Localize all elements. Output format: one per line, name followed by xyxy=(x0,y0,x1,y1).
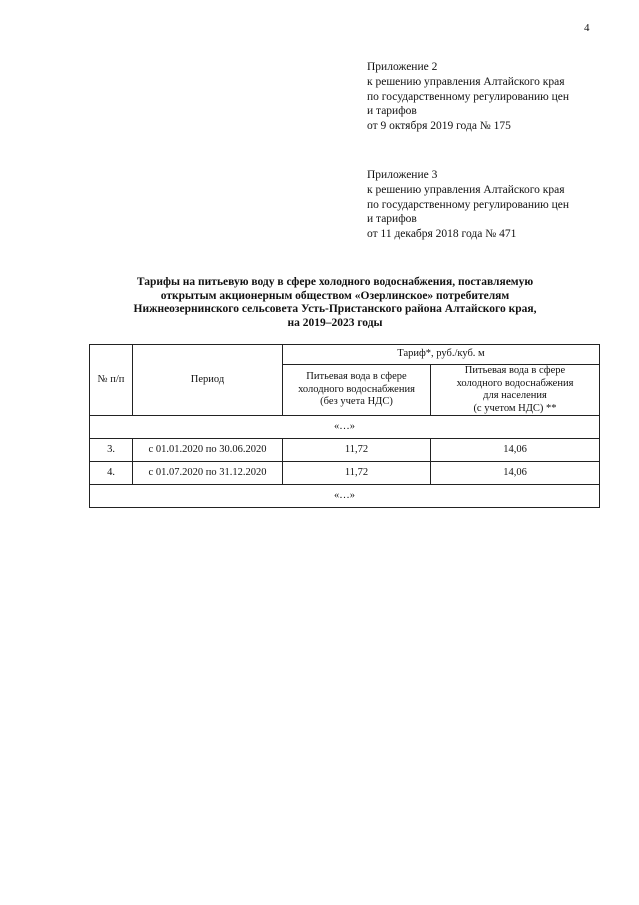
row-tariff-b: 14,06 xyxy=(431,439,600,462)
table-row xyxy=(90,439,600,462)
table-header-row xyxy=(90,345,600,365)
ellipsis-cell: «…» xyxy=(90,485,600,508)
tariff-table xyxy=(89,344,600,508)
row-tariff-a: 11,72 xyxy=(283,462,431,485)
table-row-ellipsis-bottom xyxy=(90,485,600,508)
table-row xyxy=(90,462,600,485)
row-tariff-a: 11,72 xyxy=(283,439,431,462)
header-col-a xyxy=(283,365,431,416)
header-period: Период xyxy=(133,345,283,416)
appendix-3-block xyxy=(367,168,627,242)
appendix-3-line: от 11 декабря 2018 года № 471 xyxy=(367,228,517,241)
appendix-3-line: и тарифов xyxy=(367,213,417,226)
appendix-2-line: и тарифов xyxy=(367,105,417,118)
ellipsis-cell: «…» xyxy=(90,416,600,439)
header-col-b-line: холодного водоснабжения xyxy=(456,377,574,389)
document-title xyxy=(70,276,600,330)
header-tariff-group: Тариф*, руб./куб. м xyxy=(283,345,600,365)
appendix-2-line: Приложение 2 xyxy=(367,61,438,73)
table-row-ellipsis-top xyxy=(90,416,600,439)
title-line: Нижнеозернинского сельсовета Усть-Пристанского района Алтайского края, xyxy=(133,303,537,315)
appendix-3-line: по государственному регулированию цен xyxy=(367,198,570,211)
title-line: Тарифы на питьевую воду в сфере холодного водоснабжения, поставляемую xyxy=(136,276,534,288)
appendix-3-line: к решению управления Алтайского края xyxy=(367,183,565,196)
appendix-2-block xyxy=(367,60,627,134)
page-number: 4 xyxy=(584,22,590,34)
row-tariff-b: 14,06 xyxy=(431,462,600,485)
header-col-a-line: (без учета НДС) xyxy=(320,396,393,408)
header-col-a-line: холодного водоснабжения xyxy=(298,383,415,395)
title-line: открытым акционерным обществом «Озерлинское» потребителям xyxy=(160,289,510,302)
header-col-b-line: (с учетом НДС) ** xyxy=(473,402,557,414)
header-col-b xyxy=(431,365,600,416)
appendix-2-line: от 9 октября 2019 года № 175 xyxy=(367,120,511,133)
header-col-b-line: для населения xyxy=(483,390,547,401)
row-period: с 01.07.2020 по 31.12.2020 xyxy=(133,462,283,485)
header-number: № п/п xyxy=(90,345,133,416)
row-number: 4. xyxy=(90,462,133,485)
row-period: с 01.01.2020 по 30.06.2020 xyxy=(133,439,283,462)
appendix-3-line: Приложение 3 xyxy=(367,169,438,181)
header-col-b-line: Питьевая вода в сфере xyxy=(464,365,566,376)
row-number: 3. xyxy=(90,439,133,462)
header-col-a-line: Питьевая вода в сфере xyxy=(306,371,407,383)
appendix-2-line: к решению управления Алтайского края xyxy=(367,75,565,88)
title-line: на 2019–2023 годы xyxy=(287,316,383,329)
appendix-2-line: по государственному регулированию цен xyxy=(367,90,570,103)
